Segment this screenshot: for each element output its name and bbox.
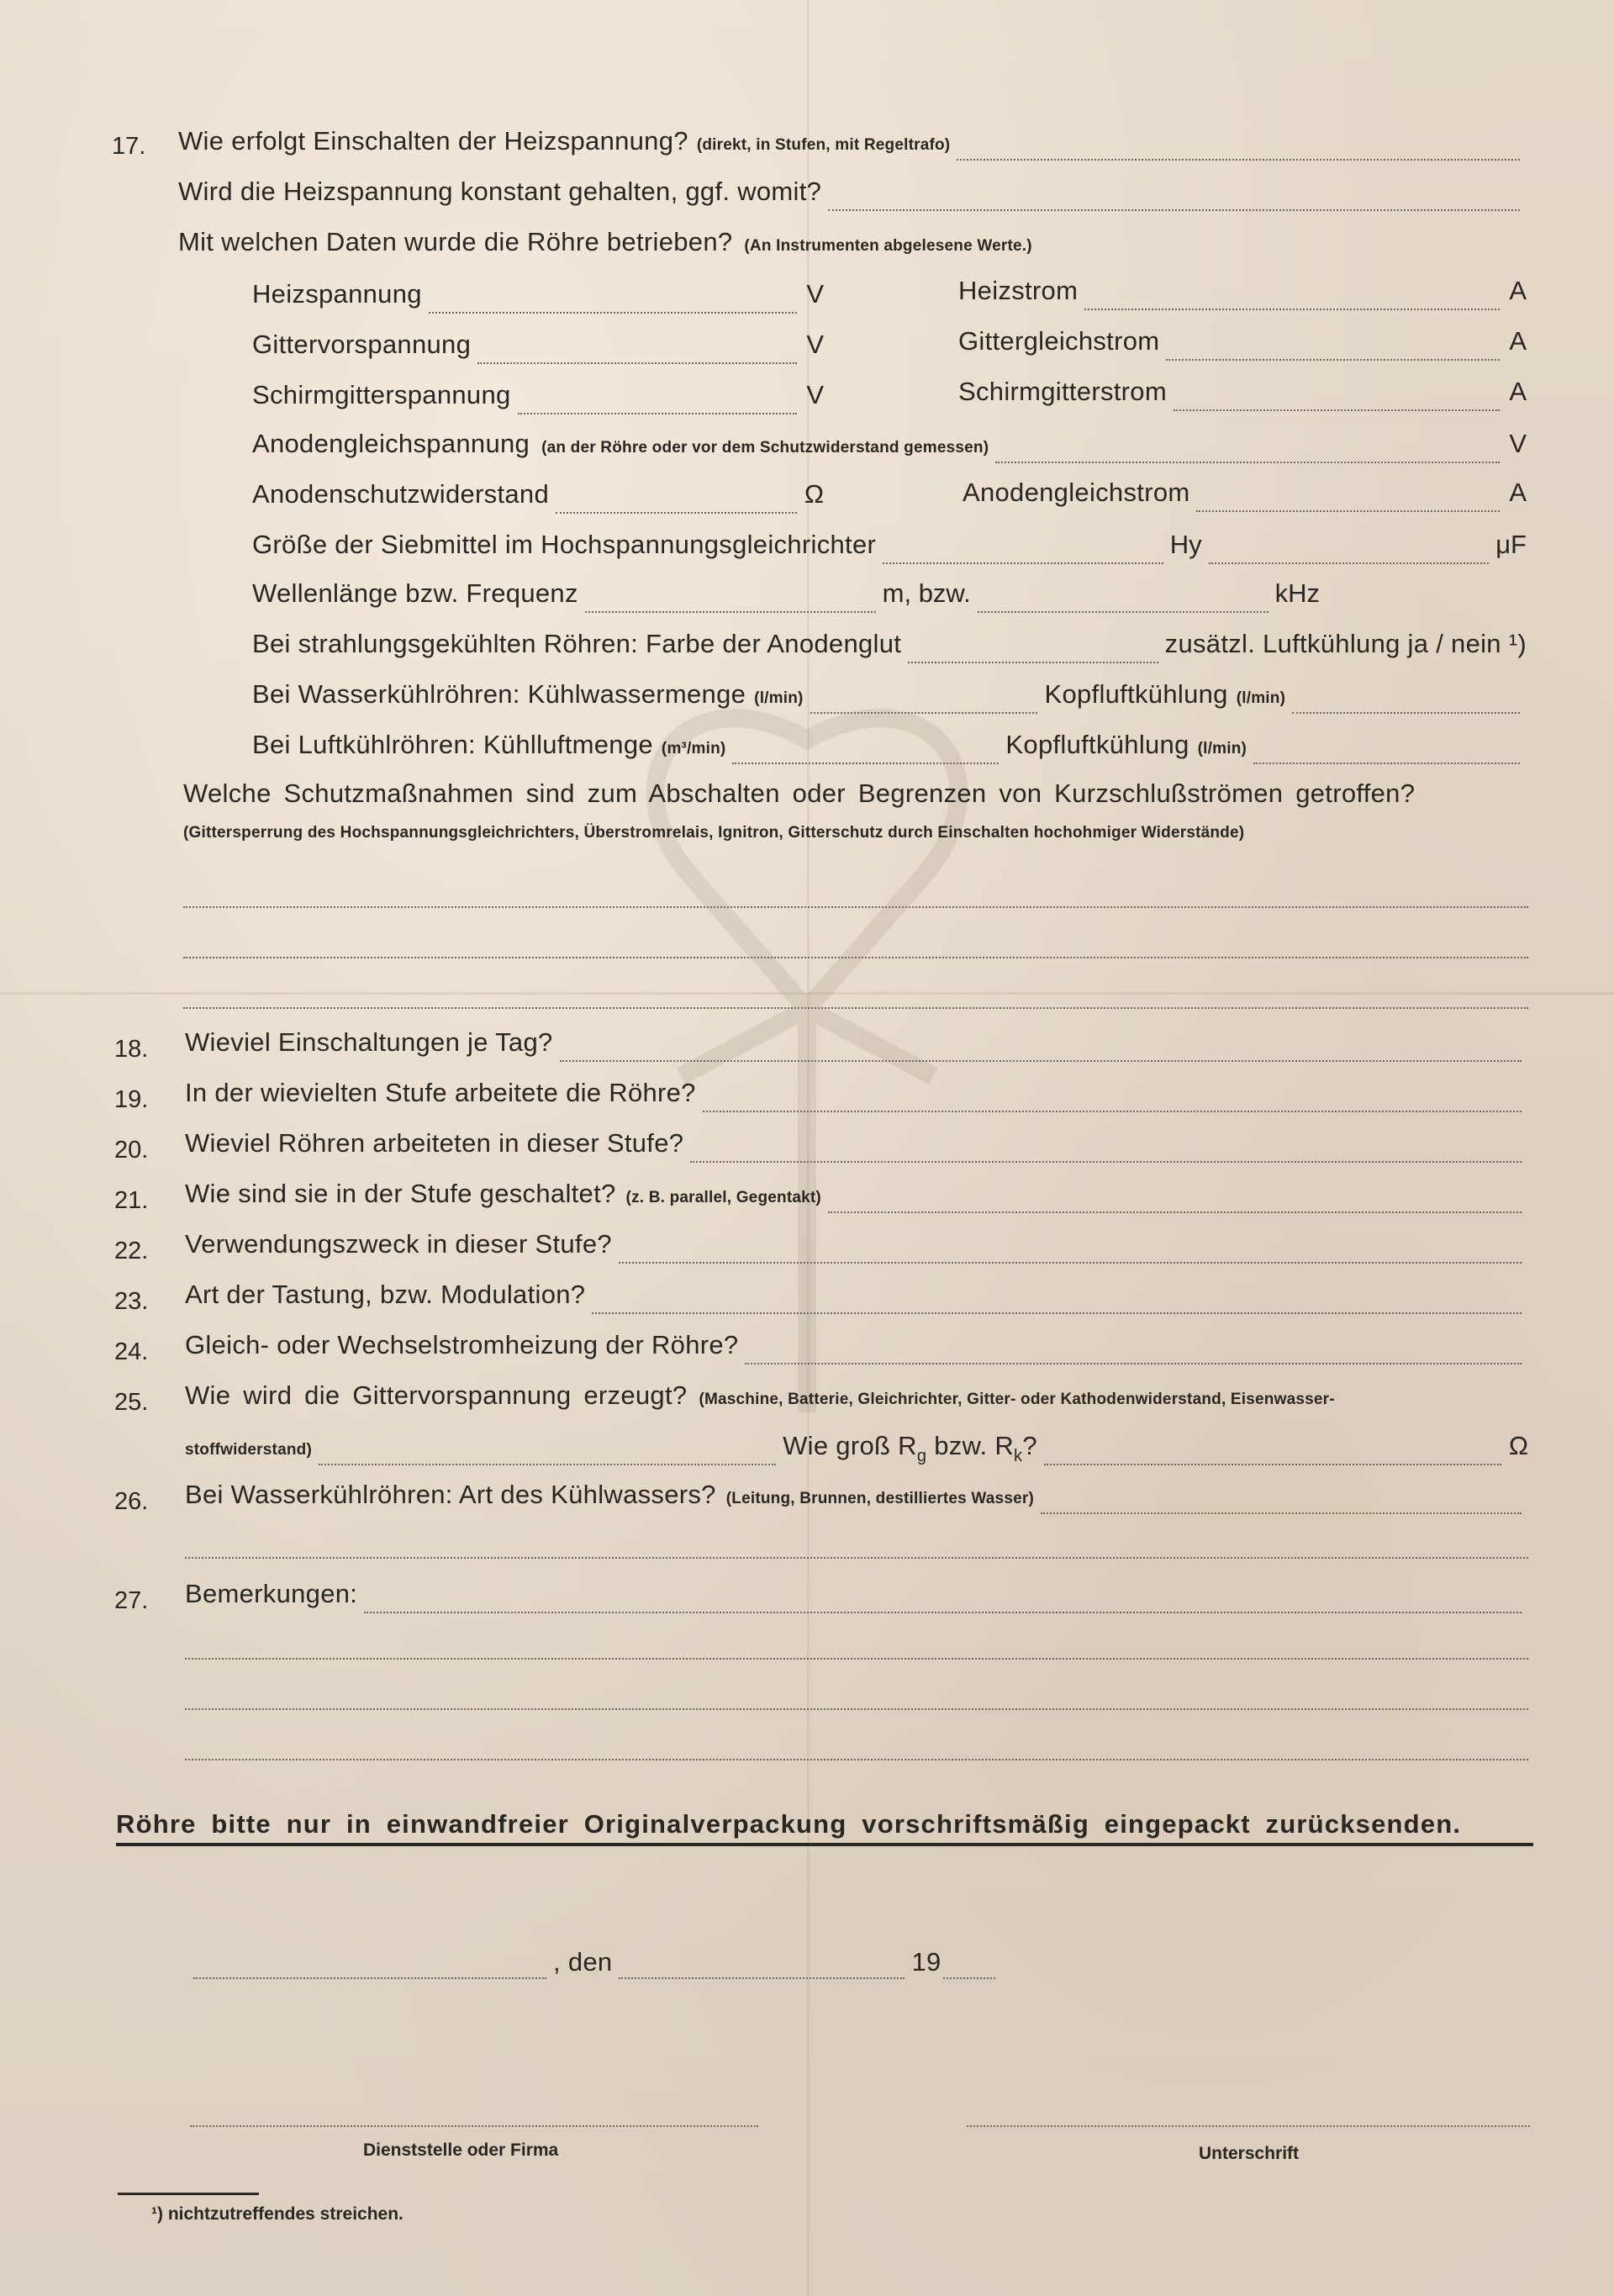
answer-field[interactable] bbox=[364, 1612, 1522, 1613]
unit-microfarad: μF bbox=[1495, 530, 1527, 559]
luftkuehl-row bbox=[252, 730, 1527, 780]
q17-constant-row bbox=[178, 177, 1527, 227]
footnote: ¹) nichtzutreffendes streichen. bbox=[151, 2204, 404, 2224]
unit-lmin: (l/min) bbox=[1197, 740, 1247, 757]
question-number: 22. bbox=[114, 1238, 149, 1264]
answer-line[interactable] bbox=[185, 1759, 1528, 1760]
signature-caption: Unterschrift bbox=[1199, 2144, 1300, 2163]
answer-field[interactable] bbox=[319, 1464, 776, 1465]
q26-label: Bei Wasserkühlröhren: Art des Kühlwassers? bbox=[185, 1480, 716, 1509]
q26-hint: (Leitung, Brunnen, destilliertes Wasser) bbox=[725, 1490, 1034, 1507]
unit-ampere: A bbox=[1509, 478, 1527, 507]
q25-hint: (Maschine, Batterie, Gleichrichter, Gitter- oder Kathodenwiderstand, Eisenwasser- bbox=[699, 1391, 1335, 1408]
kuehlwassermenge-field[interactable] bbox=[810, 712, 1038, 714]
q22-label: Verwendungszweck in dieser Stufe? bbox=[185, 1229, 612, 1259]
q18-label: Wieviel Einschaltungen je Tag? bbox=[185, 1027, 553, 1057]
schutz-hint-row bbox=[183, 824, 1528, 874]
answer-field[interactable] bbox=[619, 1262, 1522, 1264]
q24-row bbox=[185, 1330, 1528, 1380]
kopfluft-field[interactable] bbox=[1253, 763, 1520, 764]
anodenschutzwiderstand-label: Anodenschutzwiderstand bbox=[252, 479, 549, 509]
q17-data-label: Mit welchen Daten wurde die Röhre betrieben? bbox=[178, 227, 733, 256]
schirmgitterstrom-row bbox=[958, 377, 1527, 427]
q17-constant-label: Wird die Heizspannung konstant gehalten, ggf. womit? bbox=[178, 177, 822, 206]
answer-field[interactable] bbox=[828, 209, 1520, 211]
q18-row bbox=[185, 1027, 1528, 1078]
unit-ampere: A bbox=[1509, 326, 1527, 356]
unit-volt: V bbox=[806, 330, 824, 359]
unit-lmin: (l/min) bbox=[1236, 689, 1286, 707]
q19-label: In der wievielten Stufe arbeitete die Röhre? bbox=[185, 1078, 696, 1107]
question-number: 25. bbox=[114, 1389, 149, 1416]
anodengleichspannung-label: Anodengleichspannung bbox=[252, 429, 530, 458]
strahlung-field[interactable] bbox=[908, 662, 1158, 663]
unit-ohm: Ω bbox=[1508, 1431, 1528, 1460]
heizspannung-field[interactable] bbox=[429, 312, 797, 314]
anodenschutzwiderstand-field[interactable] bbox=[556, 512, 797, 514]
heizstrom-label: Heizstrom bbox=[958, 276, 1079, 305]
unit-volt: V bbox=[1509, 429, 1527, 458]
q19-row bbox=[185, 1078, 1528, 1128]
answer-field[interactable] bbox=[703, 1111, 1522, 1112]
q20-label: Wieviel Röhren arbeiteten in dieser Stufe? bbox=[185, 1128, 684, 1158]
gittervorspannung-field[interactable] bbox=[477, 362, 797, 364]
q21-hint: (z. B. parallel, Gegentakt) bbox=[625, 1189, 821, 1206]
unit-meter: m, bzw. bbox=[882, 578, 971, 608]
q23-row bbox=[185, 1280, 1528, 1330]
q17-data-hint: (An Instrumenten abgelesene Werte.) bbox=[744, 237, 1032, 255]
year-label: 19 bbox=[911, 1947, 942, 1977]
answer-line[interactable] bbox=[183, 1007, 1528, 1009]
schirmgitterspannung-label: Schirmgitterspannung bbox=[252, 380, 511, 409]
answer-field[interactable] bbox=[592, 1312, 1522, 1314]
siebmittel-hy-field[interactable] bbox=[883, 562, 1163, 564]
q20-row bbox=[185, 1128, 1528, 1179]
q21-label: Wie sind sie in der Stufe geschaltet? bbox=[185, 1179, 616, 1208]
unit-m3min: (m³/min) bbox=[661, 740, 726, 757]
gittergleichstrom-field[interactable] bbox=[1166, 359, 1500, 361]
signature-line[interactable] bbox=[967, 2125, 1530, 2127]
question-number: 27. bbox=[114, 1587, 149, 1614]
return-notice: Röhre bitte nur in einwandfreier Originalverpackung vorschriftsmäßig eingepackt zurücksenden. bbox=[116, 1809, 1533, 1846]
anodengleichspannung-hint: (an der Röhre oder vor dem Schutzwiderstand gemessen) bbox=[541, 439, 989, 457]
question-number: 24. bbox=[114, 1338, 149, 1365]
heizspannung-row bbox=[252, 279, 824, 330]
wellenlaenge-row bbox=[252, 578, 1320, 629]
siebmittel-uf-field[interactable] bbox=[1209, 562, 1490, 564]
unit-lmin: (l/min) bbox=[754, 689, 804, 707]
rg-rk-label: Wie groß $R_g$ bzw. $R_k$? bbox=[783, 1431, 1037, 1465]
question-number: 26. bbox=[114, 1488, 149, 1515]
schirmgitterspannung-field[interactable] bbox=[518, 413, 797, 414]
wasserkuehl-row bbox=[252, 679, 1527, 730]
unit-khz: kHz bbox=[1274, 578, 1320, 608]
anodengleichspannung-field[interactable] bbox=[995, 462, 1500, 463]
q24-label: Gleich- oder Wechselstromheizung der Röhre? bbox=[185, 1330, 739, 1359]
question-number: 23. bbox=[114, 1288, 149, 1315]
unit-ohm: Ω bbox=[804, 479, 824, 509]
date-field[interactable] bbox=[619, 1977, 905, 1979]
anodengleichstrom-row bbox=[963, 478, 1527, 528]
q26-row bbox=[185, 1480, 1528, 1530]
strahlung-row bbox=[252, 629, 1527, 679]
kopfluft-field[interactable] bbox=[1292, 712, 1520, 714]
date-row bbox=[187, 1947, 1027, 1998]
firma-caption: Dienststelle oder Firma bbox=[363, 2140, 559, 2160]
schirmgitterstrom-label: Schirmgitterstrom bbox=[958, 377, 1167, 406]
gittervorspannung-row bbox=[252, 330, 824, 380]
unit-ampere: A bbox=[1509, 276, 1527, 305]
q27-label: Bemerkungen: bbox=[185, 1579, 358, 1608]
schutz-label: Welche Schutzmaßnahmen sind zum Abschalten oder Begrenzen von Kurzschlußströmen getroffen? bbox=[183, 779, 1416, 808]
q25-second-row bbox=[185, 1431, 1528, 1481]
answer-field[interactable] bbox=[828, 1211, 1522, 1213]
schirmgitterspannung-row bbox=[252, 380, 824, 430]
answer-field[interactable] bbox=[1041, 1512, 1522, 1514]
question-number: 20. bbox=[114, 1137, 149, 1164]
unit-henry: Hy bbox=[1169, 530, 1202, 559]
frequenz-field[interactable] bbox=[978, 611, 1269, 613]
footnote-rule bbox=[118, 2193, 259, 2195]
schirmgitterstrom-field[interactable] bbox=[1174, 409, 1500, 411]
unit-volt: V bbox=[806, 380, 824, 409]
q17-heating-switch-row bbox=[178, 126, 1527, 177]
gittergleichstrom-label: Gittergleichstrom bbox=[958, 326, 1160, 356]
q27-row bbox=[185, 1579, 1528, 1629]
q25-label: Wie wird die Gittervorspannung erzeugt? bbox=[185, 1380, 688, 1410]
answer-line[interactable] bbox=[183, 906, 1528, 908]
siebmittel-label: Größe der Siebmittel im Hochspannungsgleichrichter bbox=[252, 530, 877, 559]
siebmittel-row bbox=[252, 530, 1527, 580]
luftkuehl-label: Bei Luftkühlröhren: Kühlluftmenge bbox=[252, 730, 653, 759]
answer-line[interactable] bbox=[185, 1658, 1528, 1660]
place-field[interactable] bbox=[193, 1977, 546, 1979]
kopfluft-label: Kopfluftkühlung bbox=[1005, 730, 1189, 759]
heizspannung-label: Heizspannung bbox=[252, 279, 422, 309]
heizstrom-row bbox=[958, 276, 1527, 326]
wellenlaenge-label: Wellenlänge bzw. Frequenz bbox=[252, 578, 578, 608]
wellenlaenge-field[interactable] bbox=[585, 611, 876, 613]
anodenschutzwiderstand-row bbox=[252, 479, 824, 530]
schutz-hint: (Gittersperrung des Hochspannungsgleichrichters, Überstromrelais, Ignitron, Gitterschutz durch Einschalten hochohmiger Widerstände) bbox=[183, 824, 1245, 842]
kopfluft-label: Kopfluftkühlung bbox=[1044, 679, 1228, 709]
unit-volt: V bbox=[806, 279, 824, 309]
question-number: 17. bbox=[112, 133, 146, 160]
answer-line[interactable] bbox=[183, 957, 1528, 958]
answer-line[interactable] bbox=[185, 1708, 1528, 1710]
schutz-row bbox=[183, 779, 1528, 829]
anodengleichstrom-field[interactable] bbox=[1196, 510, 1500, 512]
luftkuehlung-option[interactable]: zusätzl. Luftkühlung ja / nein ¹) bbox=[1164, 629, 1527, 658]
den-label: , den bbox=[553, 1947, 613, 1977]
year-field[interactable] bbox=[943, 1977, 995, 1979]
q17-heating-switch-label: Wie erfolgt Einschalten der Heizspannung? bbox=[178, 126, 688, 156]
heizstrom-field[interactable] bbox=[1084, 309, 1500, 310]
firma-line[interactable] bbox=[190, 2125, 758, 2127]
rg-rk-field[interactable] bbox=[1044, 1464, 1501, 1465]
q23-label: Art der Tastung, bzw. Modulation? bbox=[185, 1280, 586, 1309]
q21-row bbox=[185, 1179, 1528, 1229]
q22-row bbox=[185, 1229, 1528, 1280]
unit-ampere: A bbox=[1509, 377, 1527, 406]
question-number: 21. bbox=[114, 1187, 149, 1214]
wasserkuehl-label: Bei Wasserkühlröhren: Kühlwassermenge bbox=[252, 679, 746, 709]
q25-hint-cont: stoffwiderstand) bbox=[185, 1441, 312, 1459]
anodengleichstrom-label: Anodengleichstrom bbox=[963, 478, 1190, 507]
strahlung-label: Bei strahlungsgekühlten Röhren: Farbe der Anodenglut bbox=[252, 629, 902, 658]
answer-line[interactable] bbox=[185, 1557, 1528, 1559]
kuehlluftmenge-field[interactable] bbox=[732, 763, 999, 764]
answer-field[interactable] bbox=[560, 1060, 1522, 1062]
answer-field[interactable] bbox=[690, 1161, 1522, 1163]
gittergleichstrom-row bbox=[958, 326, 1527, 377]
q25-row bbox=[185, 1380, 1528, 1431]
question-number: 19. bbox=[114, 1086, 149, 1113]
gittervorspannung-label: Gittervorspannung bbox=[252, 330, 472, 359]
q17-heating-switch-hint: (direkt, in Stufen, mit Regeltrafo) bbox=[696, 136, 951, 154]
anodengleichspannung-row bbox=[252, 429, 1527, 479]
answer-field[interactable] bbox=[745, 1363, 1522, 1364]
q17-data-row bbox=[178, 227, 1527, 277]
answer-field[interactable] bbox=[957, 159, 1520, 161]
question-number: 18. bbox=[114, 1036, 149, 1063]
